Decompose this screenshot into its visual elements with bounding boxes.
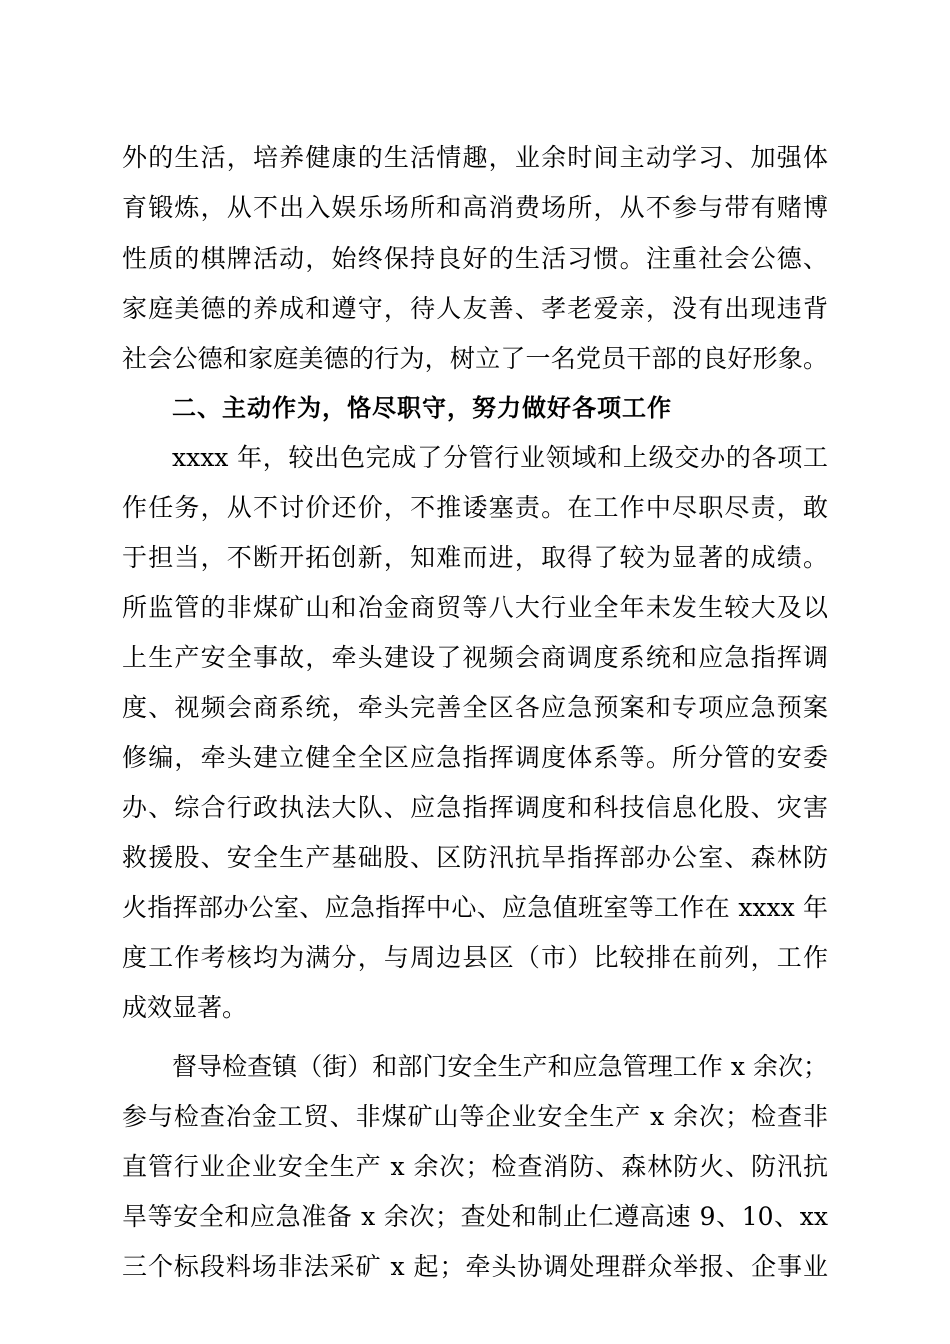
body-text-line: 度、视频会商系统，牵头完善全区各应急预案和专项应急预案 bbox=[122, 693, 828, 722]
body-text-line: 上生产安全事故，牵头建设了视频会商调度系统和应急指挥调 bbox=[122, 643, 828, 672]
body-text-line: 外的生活，培养健康的生活情趣，业余时间主动学习、加强体 bbox=[122, 143, 828, 172]
body-text-line: 办、综合行政执法大队、应急指挥调度和科技信息化股、灾害 bbox=[122, 793, 828, 822]
body-text-line: xxxx 年，较出色完成了分管行业领域和上级交办的各项工 bbox=[172, 443, 828, 472]
body-text-line: 性质的棋牌活动，始终保持良好的生活习惯。注重社会公德、 bbox=[122, 244, 828, 273]
body-text-line: 于担当，不断开拓创新，知难而进，取得了较为显著的成绩。 bbox=[122, 543, 828, 572]
section-heading: 二、主动作为，恪尽职守，努力做好各项工作 bbox=[172, 394, 672, 422]
body-text-line: 参与检查冶金工贸、非煤矿山等企业安全生产 x 余次；检查非 bbox=[122, 1102, 828, 1131]
body-text-line: 成效显著。 bbox=[122, 993, 248, 1022]
body-text-line: 度工作考核均为满分，与周边县区（市）比较排在前列，工作 bbox=[122, 943, 828, 972]
body-text-line: 救援股、安全生产基础股、区防汛抗旱指挥部办公室、森林防 bbox=[122, 843, 828, 872]
body-text-line: 社会公德和家庭美德的行为，树立了一名党员干部的良好形象。 bbox=[122, 344, 828, 373]
body-text-line: 直管行业企业安全生产 x 余次；检查消防、森林防火、防汛抗 bbox=[122, 1152, 828, 1181]
body-text-line: 所监管的非煤矿山和冶金商贸等八大行业全年未发生较大及以 bbox=[122, 593, 828, 622]
body-text-line: 督导检查镇（街）和部门安全生产和应急管理工作 x 余次； bbox=[172, 1052, 828, 1081]
body-text-line: 家庭美德的养成和遵守，待人友善、孝老爱亲，没有出现违背 bbox=[122, 294, 828, 323]
body-text-line: 旱等安全和应急准备 x 余次；查处和制止仁遵高速 9、10、xx bbox=[122, 1202, 828, 1231]
body-text-line: 修编，牵头建立健全全区应急指挥调度体系等。所分管的安委 bbox=[122, 743, 828, 772]
body-text-line: 育锻炼，从不出入娱乐场所和高消费场所，从不参与带有赌博 bbox=[122, 193, 828, 222]
body-text-line: 作任务，从不讨价还价，不推诿塞责。在工作中尽职尽责，敢 bbox=[122, 493, 828, 522]
body-text-line: 三个标段料场非法采矿 x 起；牵头协调处理群众举报、企事业 bbox=[122, 1252, 828, 1281]
body-text-line: 火指挥部办公室、应急指挥中心、应急值班室等工作在 xxxx 年 bbox=[122, 893, 828, 922]
